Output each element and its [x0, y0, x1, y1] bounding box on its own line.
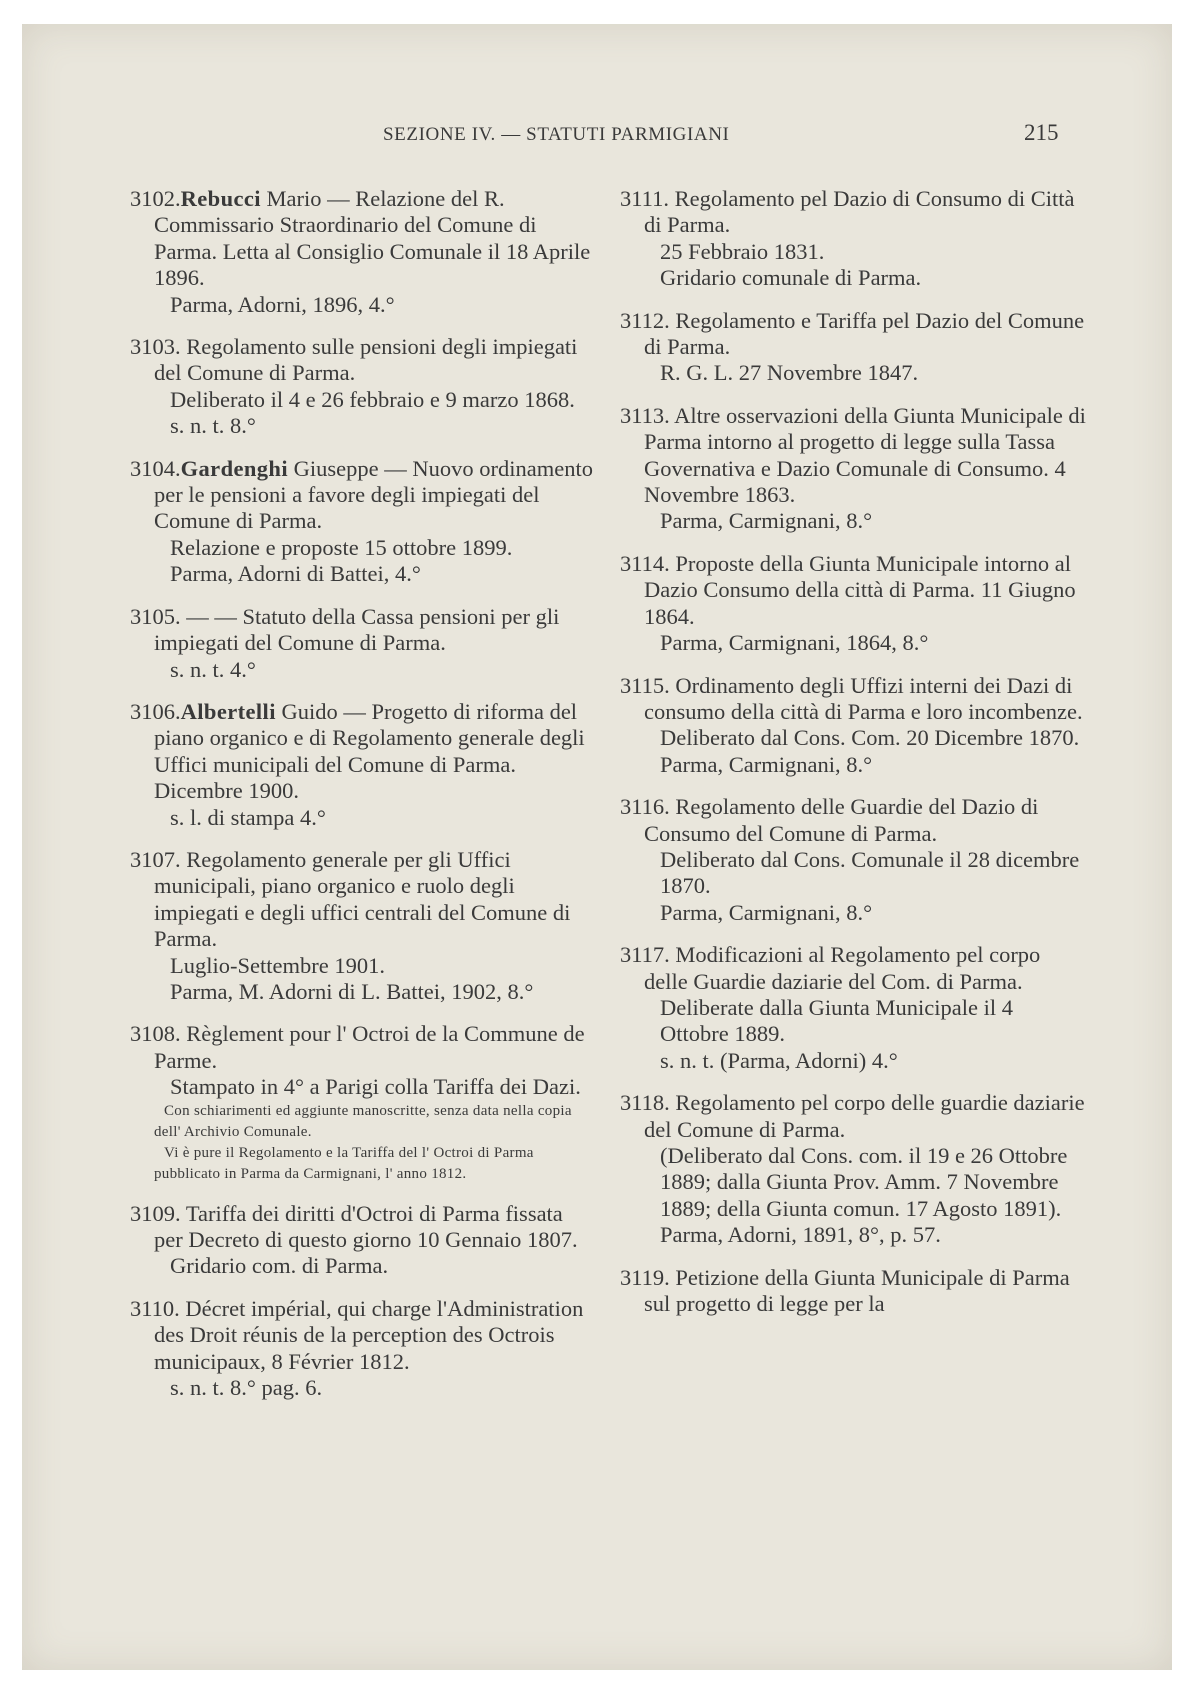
- entry-title: [620, 1090, 1086, 1143]
- entry-number: 3116.: [620, 794, 670, 820]
- entry-imprint: Relazione e proposte 15 ottobre 1899.: [170, 534, 513, 560]
- entry-imprint: s. l. di stampa 4.°: [170, 804, 326, 830]
- catalog-entry: [620, 551, 1086, 657]
- entry-number: 3109.: [130, 1200, 181, 1226]
- entry-text: Regolamento sulle pensioni degli impiegati del Comune di Parma.: [154, 334, 578, 386]
- entry-number: 3104.: [130, 455, 181, 481]
- entry-title: [620, 186, 1086, 239]
- entry-title: [130, 334, 596, 387]
- entry-text: Décret impérial, qui charge l'Administration des Droit réunis de la perception des Octrois municipaux, 8 Février 1812.: [154, 1295, 584, 1374]
- entry-number: 3110.: [130, 1295, 180, 1321]
- catalog-entry: [130, 1021, 596, 1184]
- catalog-entry: [620, 403, 1086, 535]
- entry-imprint: R. G. L. 27 Novembre 1847.: [660, 360, 919, 386]
- entry-title: [130, 604, 596, 657]
- entry-number: 3119.: [620, 1264, 670, 1290]
- entry-title: [130, 186, 596, 292]
- entry-author: Rebucci: [180, 186, 261, 211]
- entry-note: Vi è pure il Regolamento e la Tariffa del l' Octroi di Parma pubblicato in Parma da Carmignani, l' anno 1812.: [154, 1144, 534, 1182]
- entry-imprint: s. n. t. 8.°: [170, 413, 256, 439]
- entry-title: [620, 1265, 1086, 1318]
- entry-title: [620, 403, 1086, 509]
- entry-title: [130, 1021, 596, 1074]
- entry-text: Regolamento e Tariffa pel Dazio del Comune di Parma.: [644, 307, 1085, 360]
- entry-imprint: Deliberato dal Cons. Com. 20 Dicembre 1870.: [660, 725, 1080, 751]
- catalog-entry: [620, 1265, 1086, 1318]
- catalog-entry: [620, 942, 1086, 1074]
- entry-title: [620, 673, 1086, 726]
- entry-text: Tariffa dei diritti d'Octroi di Parma fissata per Decreto di questo giorno 10 Gennaio 1807.: [154, 1200, 578, 1252]
- catalog-entry: [620, 308, 1086, 387]
- entry-text: Petizione della Giunta Municipale di Parma sul progetto di legge per la: [644, 1264, 1070, 1317]
- entry-author: Albertelli: [180, 698, 276, 724]
- entry-text: Guido — Progetto di riforma del piano organico e di Regolamento generale degli Uffici municipali del Comune di Parma. Dicembre 1900.: [154, 698, 585, 804]
- entry-number: 3103.: [130, 334, 181, 360]
- entry-text: Regolamento pel corpo delle guardie daziarie del Comune di Parma.: [644, 1090, 1085, 1142]
- entry-imprint: Parma, Carmignani, 8.°: [660, 751, 873, 777]
- entry-text: Altre osservazioni della Giunta Municipale di Parma intorno al progetto di legge sulla Tassa Governativa e Dazio Comunale di Consumo. 4 Novembre 1863.: [644, 402, 1086, 508]
- entry-imprint: Parma, Carmignani, 8.°: [660, 508, 873, 534]
- entry-text: Giuseppe — Nuovo ordinamento per le pensioni a favore degli impiegati del Comune di Parma.: [154, 455, 593, 534]
- entry-title: [130, 456, 596, 535]
- entry-imprint: s. n. t. 8.° pag. 6.: [170, 1375, 323, 1401]
- entry-title: [620, 308, 1086, 361]
- catalog-entry: [130, 1296, 596, 1402]
- entry-imprint: 25 Febbraio 1831.: [660, 238, 825, 264]
- entry-imprint: Parma, Carmignani, 8.°: [660, 899, 873, 925]
- entry-text: Regolamento pel Dazio di Consumo di Città di Parma.: [644, 186, 1075, 238]
- entry-imprint: Deliberato dal Cons. Comunale il 28 dicembre 1870.: [660, 846, 1080, 899]
- entry-title: [130, 1201, 596, 1254]
- entry-title: [620, 794, 1086, 847]
- entry-imprint: Deliberate dalla Giunta Municipale il 4 Ottobre 1889.: [660, 994, 1014, 1047]
- catalog-entry: [130, 604, 596, 683]
- entry-note: Con schiarimenti ed aggiunte manoscritte, senza data nella copia dell' Archivio Comunale.: [154, 1102, 572, 1140]
- entry-imprint: Gridario comunale di Parma.: [660, 265, 922, 291]
- entry-imprint: Parma, M. Adorni di L. Battei, 1902, 8.°: [170, 978, 534, 1004]
- entry-imprint: Parma, Adorni, 1896, 4.°: [170, 291, 395, 317]
- entry-title: [130, 847, 596, 953]
- entry-imprint: (Deliberato dal Cons. com. il 19 e 26 Ottobre 1889; dalla Giunta Prov. Amm. 7 Novembre 1889; della Giunta comun. 17 Agosto 1891).: [660, 1143, 1068, 1221]
- entry-imprint: Parma, Adorni, 1891, 8°, p. 57.: [660, 1222, 941, 1248]
- entry-number: 3102.: [130, 186, 181, 211]
- entry-number: 3113.: [620, 402, 670, 428]
- entry-text: Règlement pour l' Octroi de la Commune de Parme.: [154, 1021, 585, 1073]
- running-head: SEZIONE IV. — STATUTI PARMIGIANI: [383, 124, 730, 145]
- entry-number: 3105.: [130, 603, 181, 629]
- entry-imprint: Luglio-Settembre 1901.: [170, 952, 385, 978]
- entry-author: Gardenghi: [180, 455, 288, 481]
- catalog-entry: [130, 334, 596, 440]
- entry-text: Mario — Relazione del R. Commissario Straordinario del Comune di Parma. Letta al Consiglio Comunale il 18 Aprile 1896.: [154, 186, 591, 291]
- entry-number: 3106.: [130, 698, 181, 724]
- catalog-entry: [130, 186, 596, 318]
- entry-number: 3111.: [620, 186, 669, 211]
- catalog-entry: [130, 1201, 596, 1280]
- entry-number: 3108.: [130, 1021, 181, 1047]
- catalog-entry: [130, 699, 596, 831]
- entry-number: 3115.: [620, 672, 670, 698]
- entry-number: 3112.: [620, 307, 670, 333]
- catalog-entry: [130, 456, 596, 588]
- entry-text: Regolamento generale per gli Uffici municipali, piano organico e ruolo degli impiegati e degli uffici centrali del Comune di Parma.: [154, 846, 571, 952]
- catalog-entry: [620, 1090, 1086, 1248]
- entry-number: 3107.: [130, 846, 181, 872]
- catalog-entry: [620, 186, 1086, 292]
- page-number: 215: [1024, 120, 1059, 145]
- entry-imprint: Gridario com. di Parma.: [170, 1253, 389, 1279]
- entry-text: Proposte della Giunta Municipale intorno al Dazio Consumo della città di Parma. 11 Giugno 1864.: [644, 550, 1076, 629]
- entry-text: Ordinamento degli Uffizi interni dei Dazi di consumo della città di Parma e loro incombenze.: [644, 672, 1083, 724]
- entry-title: [620, 942, 1086, 995]
- left-column: [130, 186, 596, 1417]
- entry-number: 3118.: [620, 1090, 670, 1116]
- entry-text: — — Statuto della Cassa pensioni per gli impiegati del Comune di Parma.: [154, 603, 560, 656]
- entry-imprint: Parma, Adorni di Battei, 4.°: [170, 561, 421, 587]
- catalog-entry: [620, 673, 1086, 779]
- entry-text: Regolamento delle Guardie del Dazio di Consumo del Comune di Parma.: [644, 794, 1039, 846]
- catalog-entry: [620, 794, 1086, 926]
- entry-text: Modificazioni al Regolamento pel corpo delle Guardie daziarie del Com. di Parma.: [644, 942, 1041, 994]
- entry-number: 3117.: [620, 942, 670, 968]
- entry-number: 3114.: [620, 550, 670, 576]
- entry-title: [620, 551, 1086, 630]
- entry-imprint: Parma, Carmignani, 1864, 8.°: [660, 630, 929, 656]
- entry-imprint: Deliberato il 4 e 26 febbraio e 9 marzo 1868.: [170, 386, 575, 412]
- entry-imprint: Stampato in 4° a Parigi colla Tariffa dei Dazi.: [170, 1074, 581, 1100]
- entry-imprint: s. n. t. (Parma, Adorni) 4.°: [660, 1047, 898, 1073]
- entry-imprint: s. n. t. 4.°: [170, 656, 256, 682]
- entry-title: [130, 699, 596, 805]
- right-column: [620, 186, 1086, 1333]
- entry-title: [130, 1296, 596, 1375]
- catalog-entry: [130, 847, 596, 1005]
